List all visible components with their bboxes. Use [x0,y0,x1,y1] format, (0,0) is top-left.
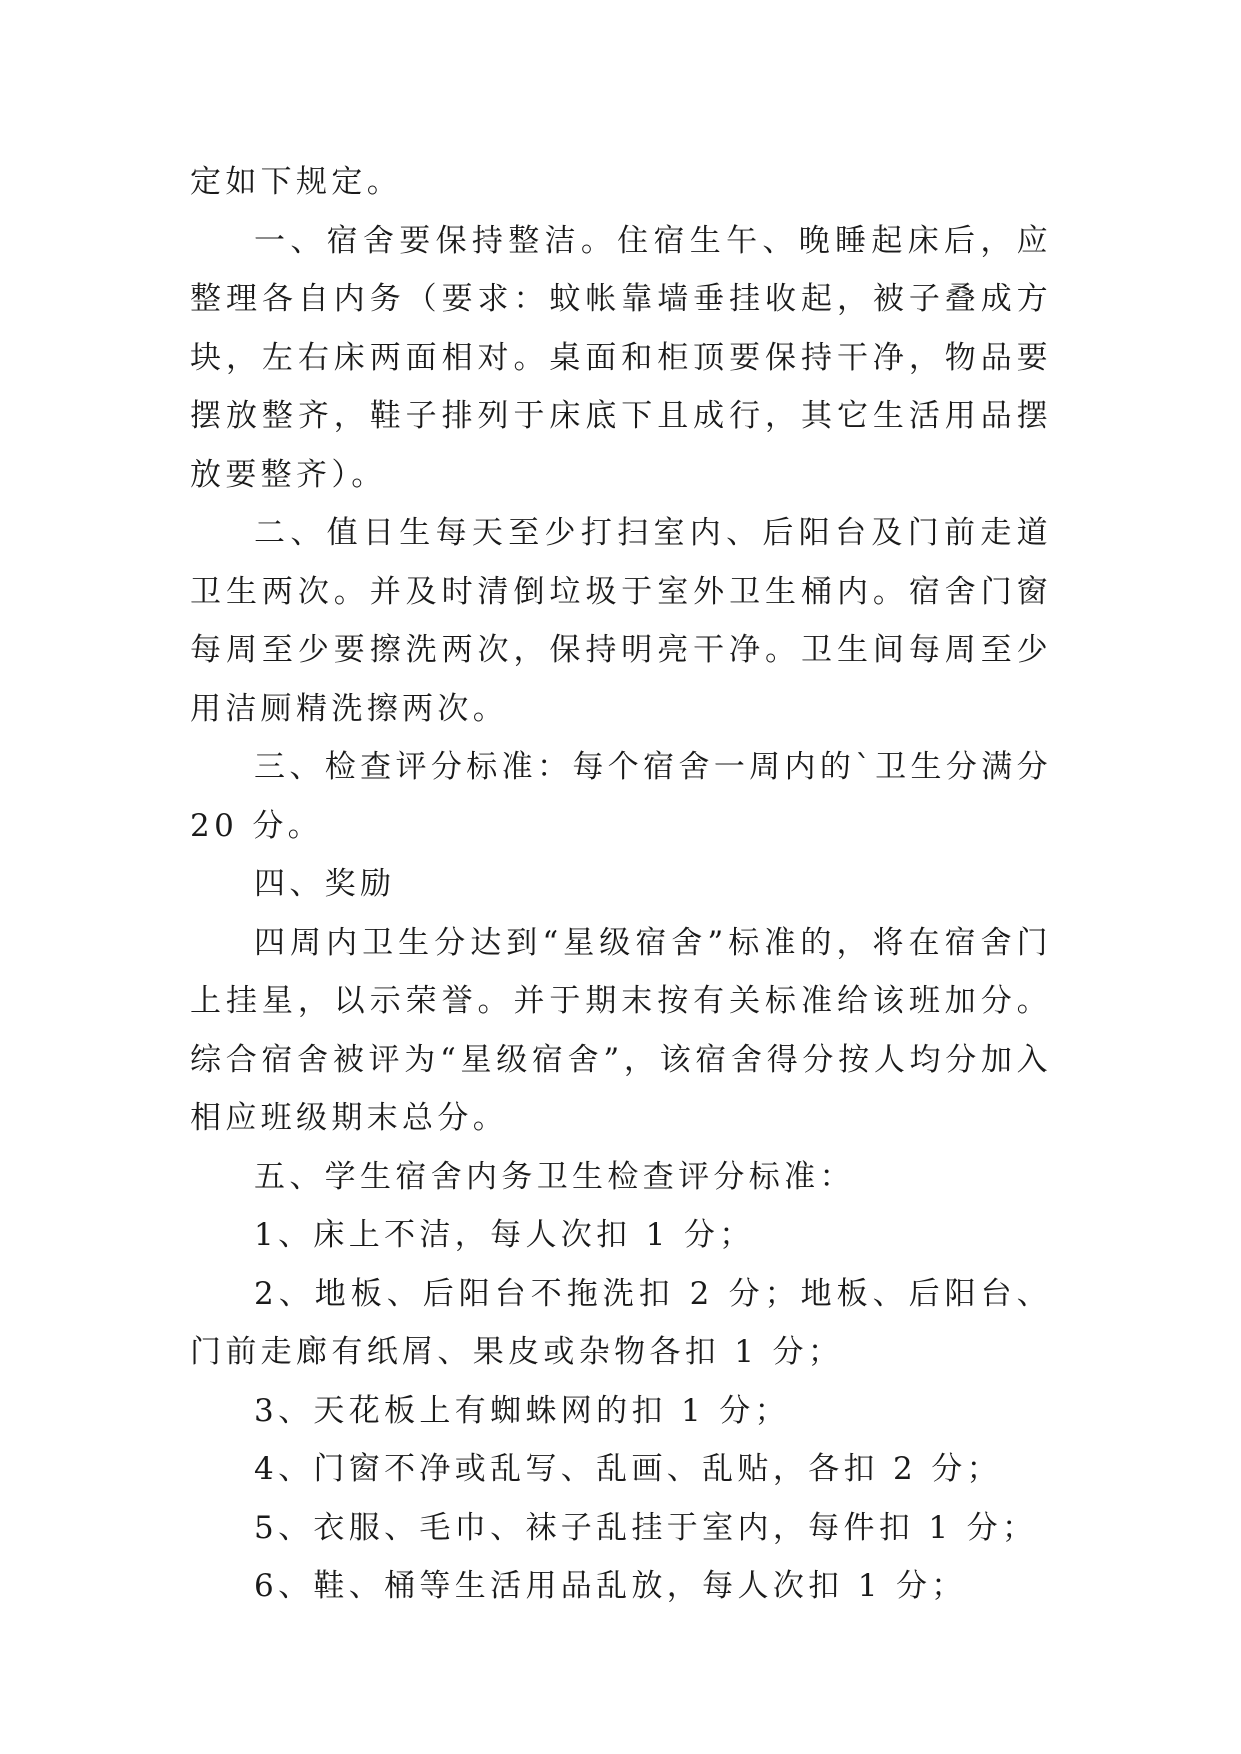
paragraph-continuation: 定如下规定。 [190,164,403,200]
document-body [190,153,1052,1616]
list-item-4: 4、门窗不净或乱写、乱画、乱贴，各扣 2 分； [254,1451,1002,1487]
list-item-2: 2、地板、后阳台不拖洗扣 2 分；地板、后阳台、门前走廊有纸屑、果皮或杂物各扣 1 分； [190,1275,1052,1370]
paragraph-rule-2: 二、值日生每天至少打扫室内、后阳台及门前走道卫生两次。并及时清倒垃圾于室外卫生桶内。宿舍门窗每周至少要擦洗两次，保持明亮干净。卫生间每周至少用洁厕精洗擦两次。 [190,515,1052,727]
list-item-5: 5、衣服、毛巾、袜子乱挂于室内，每件扣 1 分； [254,1509,1038,1546]
list-item-3: 3、天花板上有蜘蛛网的扣 1 分； [254,1392,790,1429]
paragraph-reward: 四周内卫生分达到“星级宿舍”标准的，将在宿舍门上挂星，以示荣誉。并于期末按有关标准给该班加分。综合宿舍被评为“星级宿舍”，该宿舍得分按人均分加入相应班级期末总分。 [190,924,1052,1136]
paragraph-rule-5-heading: 五、学生宿舍内务卫生检查评分标准： [254,1158,855,1195]
list-item-6: 6、鞋、桶等生活用品乱放，每人次扣 1 分； [254,1568,967,1604]
paragraph-rule-1: 一、宿舍要保持整洁。住宿生午、晚睡起床后，应整理各自内务（要求：蚊帐靠墙垂挂收起，被子叠成方块，左右床两面相对。桌面和柜顶要保持干净，物品要摆放整齐，鞋子排列于床底下且成行，其它生活用品摆放要整齐）。 [190,222,1052,493]
paragraph-rule-3: 三、检查评分标准：每个宿舍一周内的`卫生分满分 20 分。 [190,749,1052,844]
paragraph-rule-4-heading: 四、奖励 [254,866,396,902]
list-item-1: 1、床上不洁，每人次扣 1 分； [254,1217,755,1253]
